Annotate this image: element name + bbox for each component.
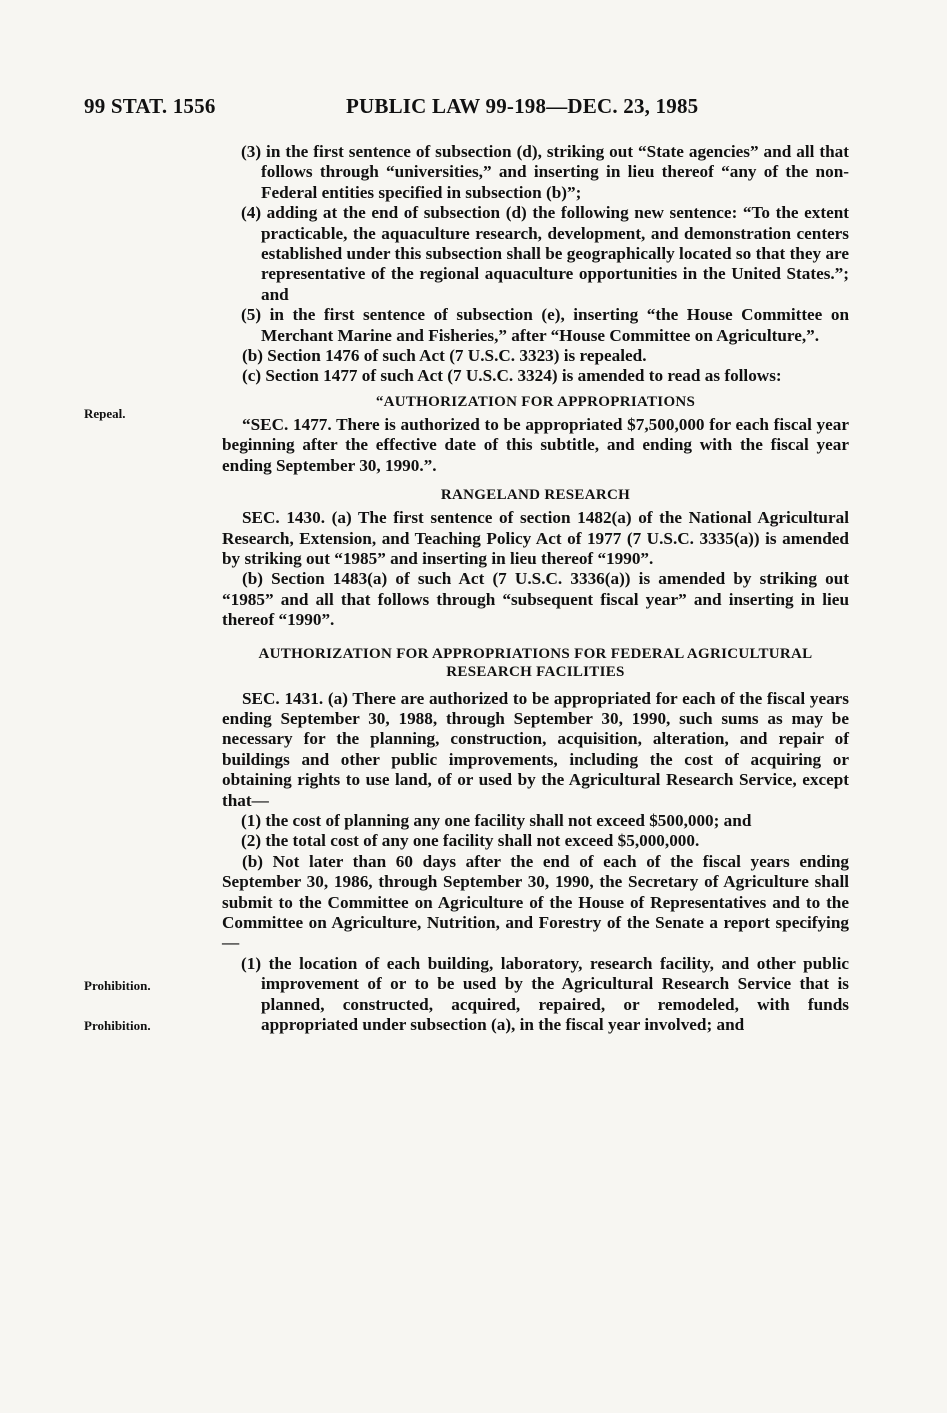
margin-note-prohibition: Prohibition.	[84, 1018, 151, 1033]
margin-note-repeal: Repeal.	[84, 406, 126, 421]
paragraph: (b) Section 1483(a) of such Act (7 U.S.C. 3336(a)) is amended by striking out “1985” and all that follows through “subsequent fiscal year” and inserting in lieu thereof “1990”.	[222, 569, 849, 630]
paragraph: (2) the total cost of any one facility shall not exceed $5,000,000.	[241, 831, 700, 851]
paragraph: (b) Not later than 60 days after the end of each of the fiscal years ending September 30, 1986, through September 30, 1990, the Secretary of Agriculture shall submit to the Committee on Agriculture of the House of Representatives and to the Committee on Agriculture, Nutrition, and Forestry of the Senate a report specifying—	[222, 851, 849, 953]
paragraph: SEC. 1431. (a) There are authorized to be appropriated for each of the fiscal years ending September 30, 1988, through September 30, 1990, such sums as may be necessary for the planning, construction, acquisition, alteration, and repair of buildings and other public improvements, including the cost of acquiring or obtaining rights to use land, of or used by the Agricultural Research Service, except that—	[222, 688, 849, 810]
section-heading: “AUTHORIZATION FOR APPROPRIATIONS	[375, 393, 696, 410]
paragraph: (c) Section 1477 of such Act (7 U.S.C. 3324) is amended to read as follows:	[242, 366, 782, 386]
paragraph: (1) the cost of planning any one facility shall not exceed $500,000; and	[241, 810, 752, 830]
paragraph: “SEC. 1477. There is authorized to be appropriated $7,500,000 for each fiscal year beginning after the effective date of this subtitle, and ending with the fiscal year ending September 30, 1990.”.	[222, 414, 849, 475]
running-title: PUBLIC LAW 99-198—DEC. 23, 1985	[346, 94, 699, 118]
paragraph: (b) Section 1476 of such Act (7 U.S.C. 3323) is repealed.	[242, 346, 647, 366]
body-text	[222, 142, 849, 1035]
paragraph: (3) in the first sentence of subsection (d), striking out “State agencies” and all that follows through “universities,” and inserting in lieu thereof “any of the non-Federal entities specified in subsection (b)”;	[241, 142, 849, 202]
margin-note-prohibition: Prohibition.	[84, 978, 151, 993]
page-citation: 99 STAT. 1556	[84, 94, 216, 118]
section-heading-line: AUTHORIZATION FOR APPROPRIATIONS FOR FEDERAL AGRICULTURAL	[258, 645, 813, 662]
paragraph: (4) adding at the end of subsection (d) the following new sentence: “To the extent practicable, the aquaculture research, development, and demonstration centers established under this subsection shall be geographically located so that they are representative of the regional aquaculture opportunities in the United States.”; and	[241, 203, 849, 304]
paragraph: SEC. 1430. (a) The first sentence of section 1482(a) of the National Agricultural Research, Extension, and Teaching Policy Act of 1977 (7 U.S.C. 3335(a)) is amended by striking out “1985” and inserting in lieu thereof “1990”.	[222, 508, 849, 568]
section-heading: RANGELAND RESEARCH	[440, 487, 631, 504]
paragraph: (5) in the first sentence of subsection (e), inserting “the House Committee on Merchant Marine and Fisheries,” after “House Committee on Agriculture,”.	[241, 305, 849, 345]
section-heading-line: RESEARCH FACILITIES	[446, 663, 625, 680]
paragraph: (1) the location of each building, laboratory, research facility, and other public improvement of or to be used by the Agricultural Research Service that is planned, constructed, acquired, repaired, or remodeled, with funds appropriated under subsection (a), in the fiscal year involved; and	[241, 953, 849, 1035]
